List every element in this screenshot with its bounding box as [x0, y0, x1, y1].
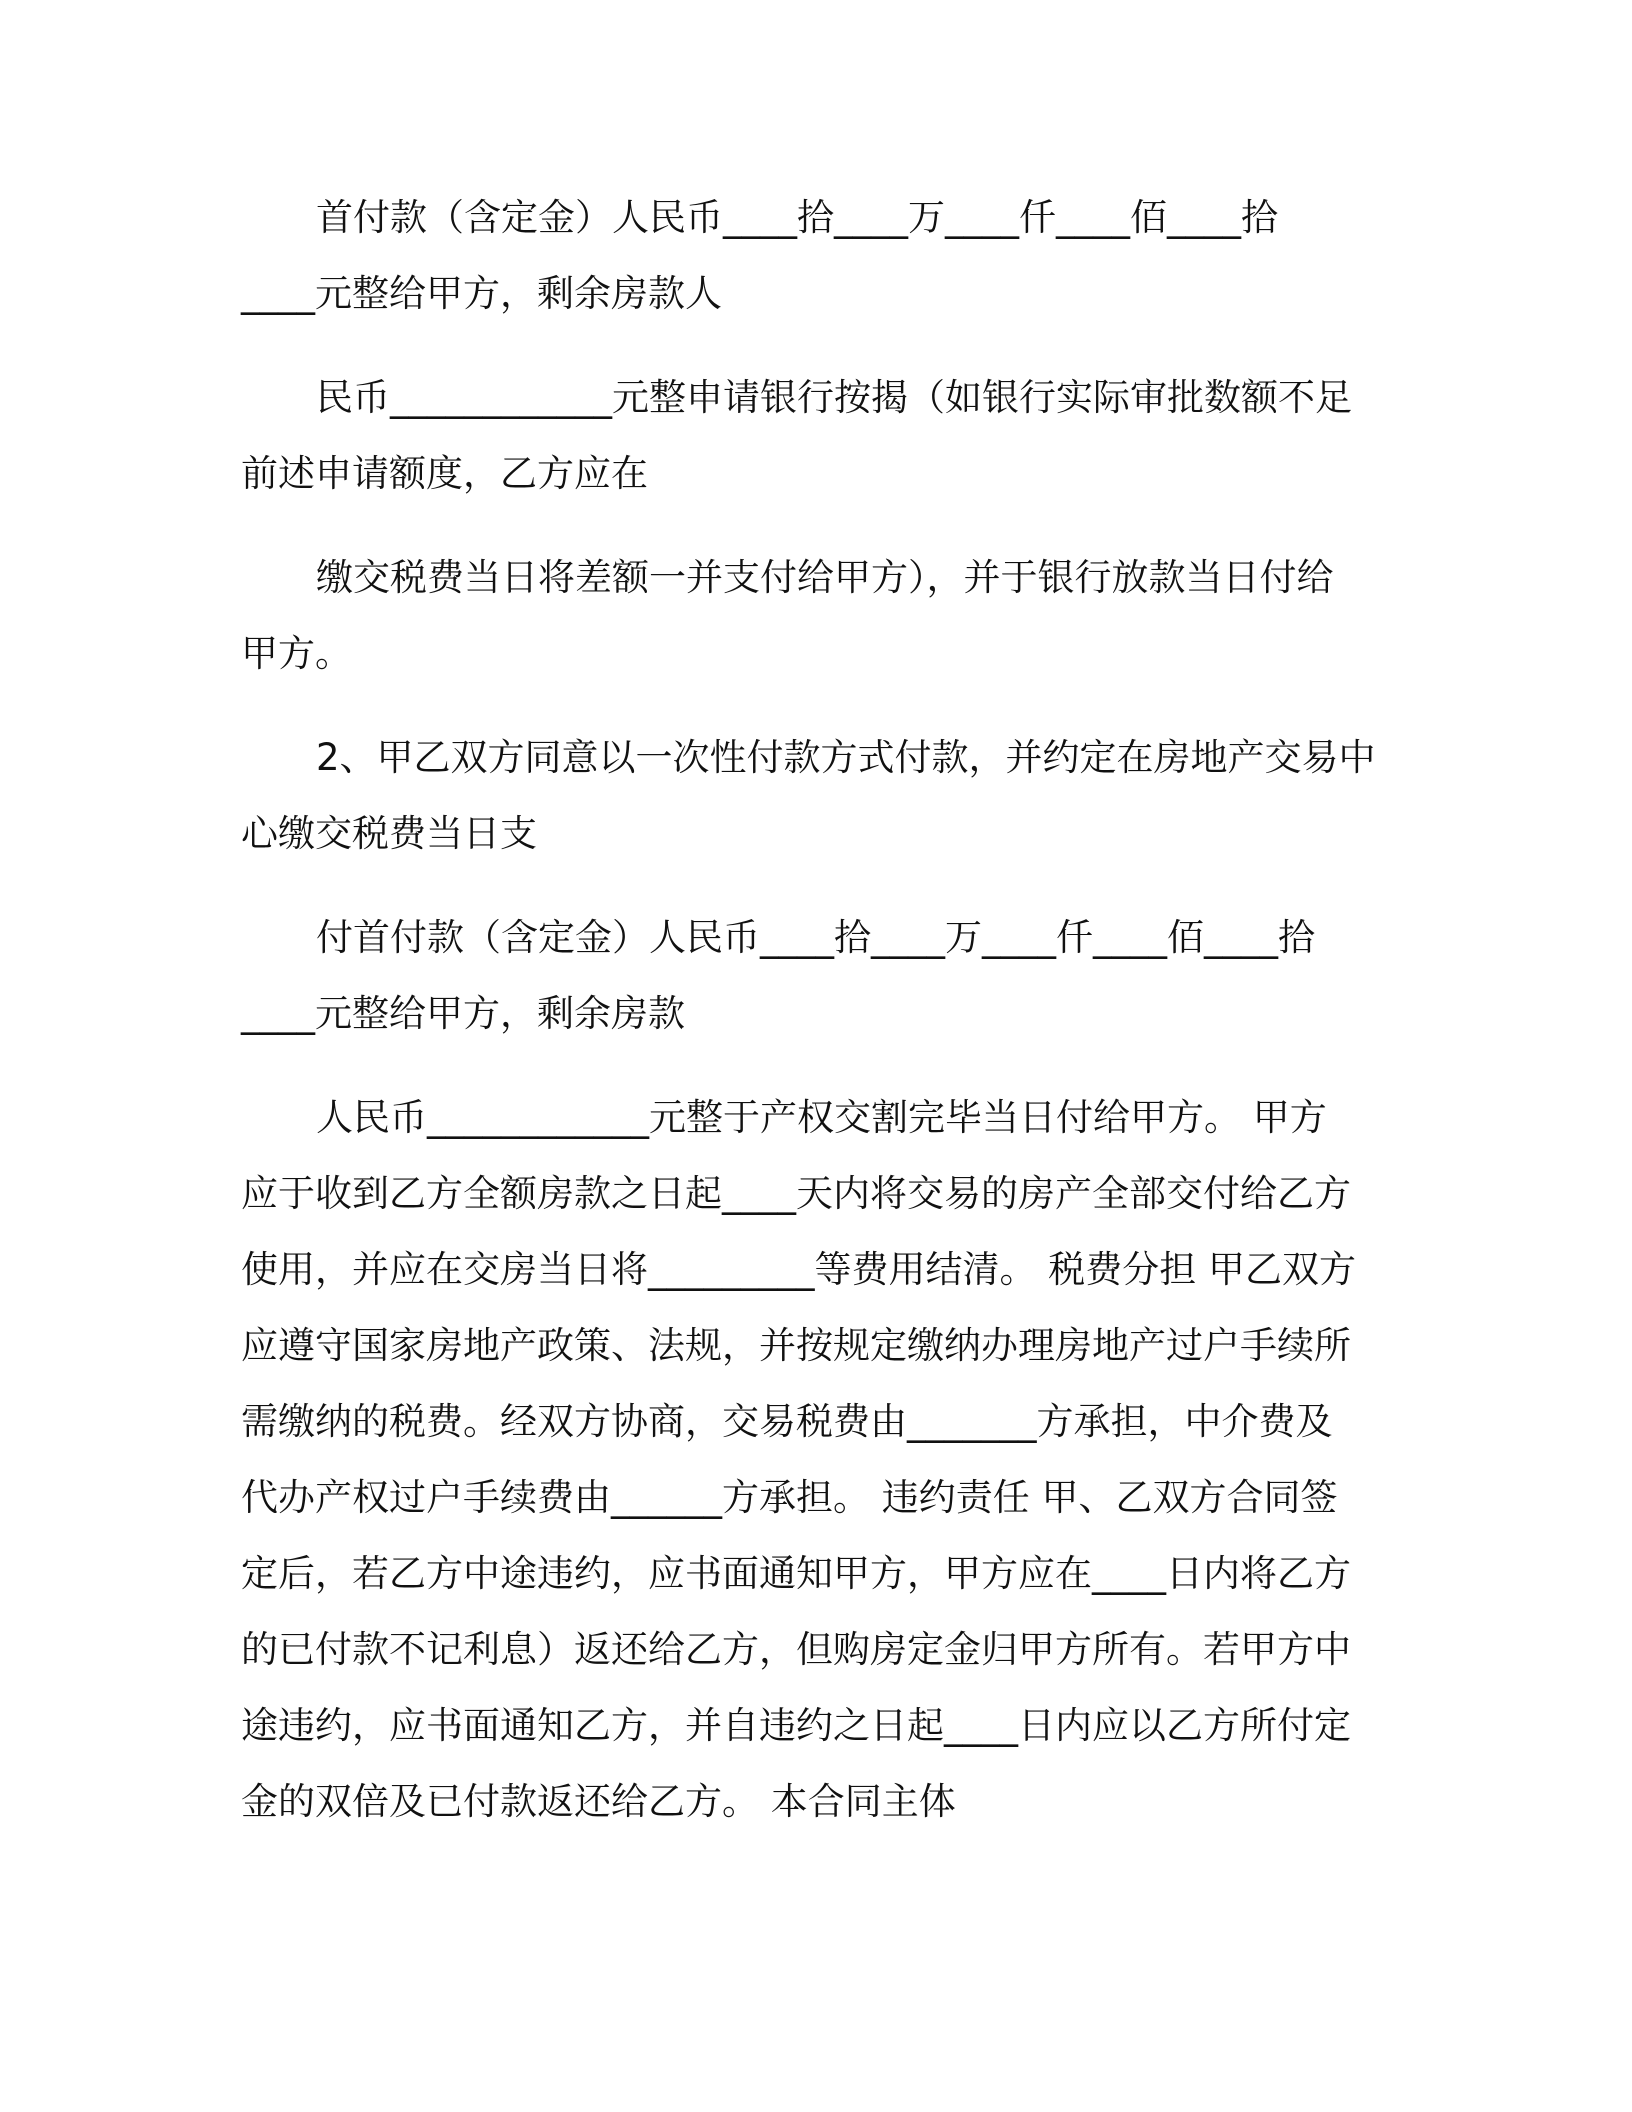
paragraph-6-line-4: 应遵守国家房地产政策、法规，并按规定缴纳办理房地产过户手续所: [241, 1324, 1351, 1367]
paragraph-5-line-2: ____元整给甲方，剩余房款: [241, 992, 685, 1035]
paragraph-3-line-1: 缴交税费当日将差额一并支付给甲方），并于银行放款当日付给: [316, 556, 1334, 599]
paragraph-1-line-1: 首付款（含定金）人民币____拾____万____仟____佰____拾: [316, 196, 1278, 239]
paragraph-6-line-2: 应于收到乙方全额房款之日起____天内将交易的房产全部交付给乙方: [241, 1172, 1351, 1215]
paragraph-5-line-1: 付首付款（含定金）人民币____拾____万____仟____佰____拾: [316, 916, 1315, 959]
paragraph-6-line-5: 需缴纳的税费。经双方协商，交易税费由_______方承担，中介费及: [241, 1400, 1333, 1443]
paragraph-6-line-6: 代办产权过户手续费由______方承担。 违约责任 甲、乙双方合同签: [241, 1476, 1338, 1519]
paragraph-6-line-1: 人民币____________元整于产权交割完毕当日付给甲方。 甲方: [316, 1096, 1327, 1139]
paragraph-6-line-3: 使用，并应在交房当日将_________等费用结清。 税费分担 甲乙双方: [241, 1248, 1357, 1291]
paragraph-2-line-2: 前述申请额度，乙方应在: [241, 452, 648, 495]
paragraph-4-line-1: 2、甲乙双方同意以一次性付款方式付款，并约定在房地产交易中: [316, 736, 1376, 779]
paragraph-1-line-2: ____元整给甲方，剩余房款人: [241, 272, 722, 315]
paragraph-3-line-2: 甲方。: [241, 632, 352, 675]
paragraph-2-line-1: 民币____________元整申请银行按揭（如银行实际审批数额不足: [316, 376, 1352, 419]
paragraph-6-line-10: 金的双倍及已付款返还给乙方。 本合同主体: [241, 1780, 956, 1823]
paragraph-6-line-8: 的已付款不记利息）返还给乙方，但购房定金归甲方所有。若甲方中: [241, 1628, 1351, 1671]
paragraph-6-line-7: 定后，若乙方中途违约，应书面通知甲方，甲方应在____日内将乙方: [241, 1552, 1351, 1595]
paragraph-4-line-2: 心缴交税费当日支: [241, 812, 537, 855]
paragraph-6-line-9: 途违约，应书面通知乙方，并自违约之日起____日内应以乙方所付定: [241, 1704, 1351, 1747]
